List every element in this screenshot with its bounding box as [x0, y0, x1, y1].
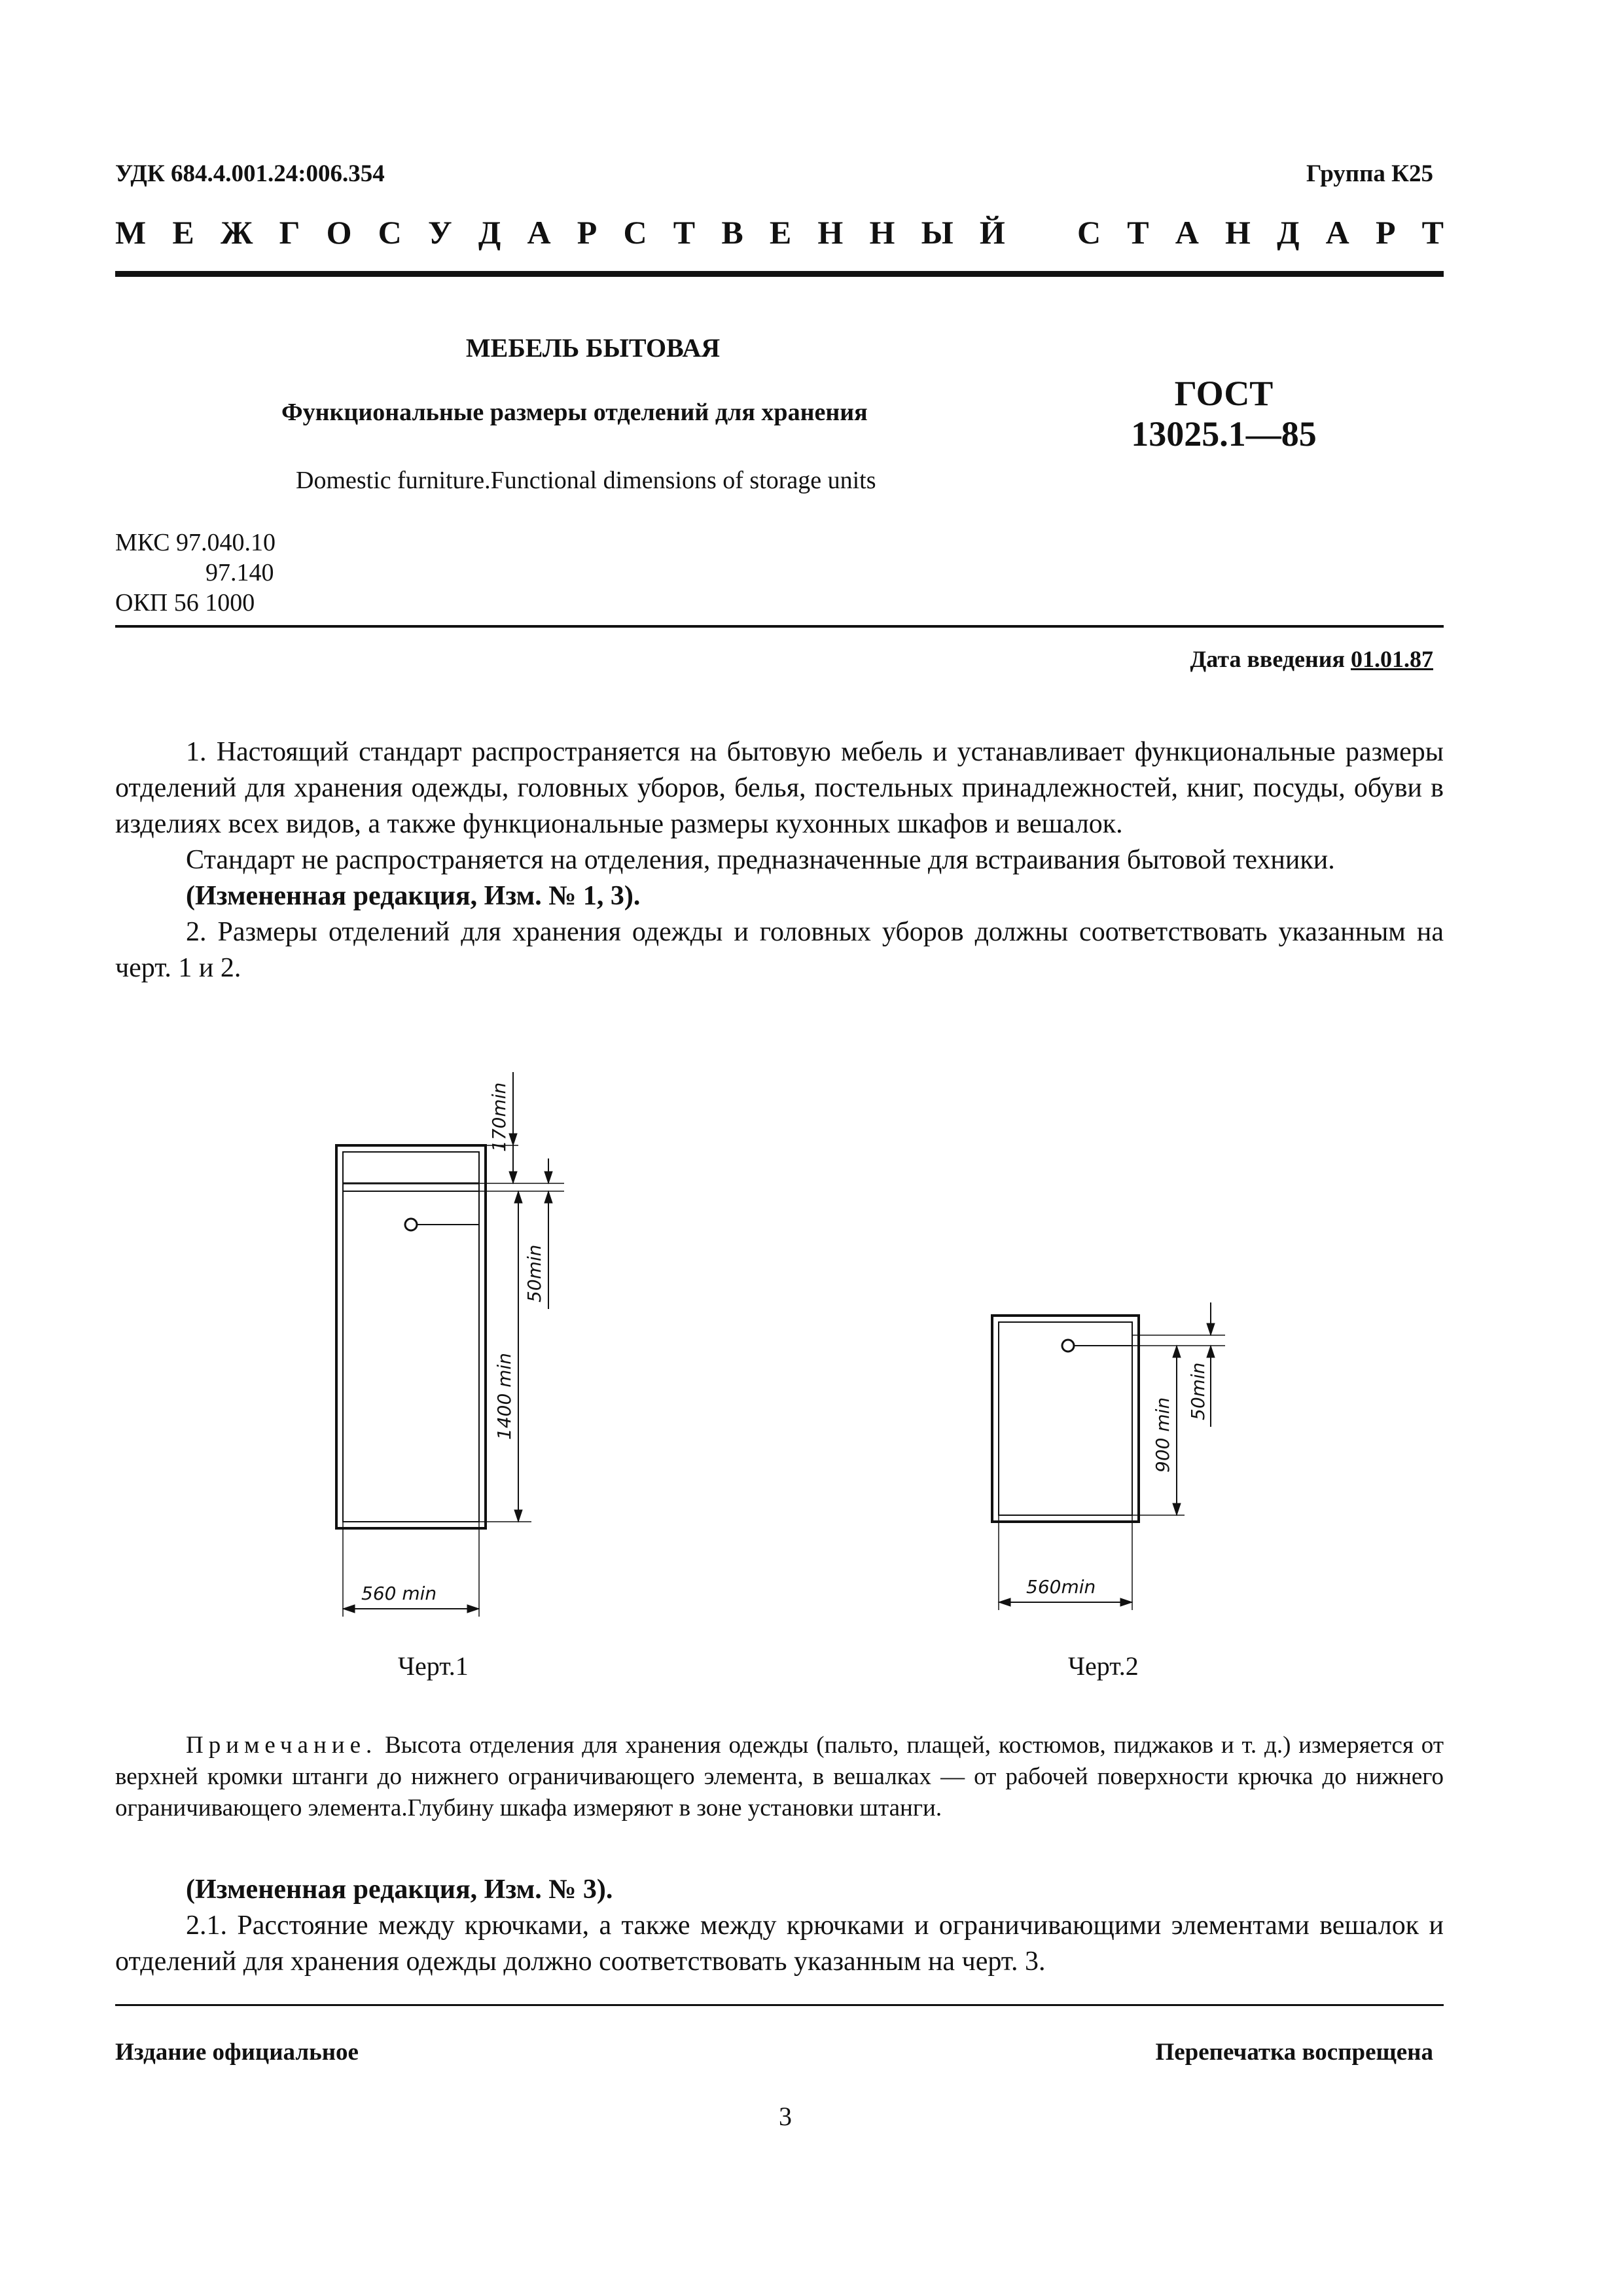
banner-letter: Т	[673, 214, 696, 251]
banner-letter: Д	[478, 214, 501, 251]
banner-letter: С	[1077, 214, 1101, 251]
gost-number: 13025.1—85	[1131, 414, 1317, 454]
banner-letter: С	[378, 214, 402, 251]
banner-letter: Н	[817, 214, 844, 251]
group-code: Группа К25	[1306, 160, 1433, 187]
banner-letter: У	[427, 214, 452, 251]
paragraph-3: 2. Размеры отделений для хранения одежды и головных уборов должны соответствовать указанным на черт. 1 и 2.	[115, 917, 1444, 983]
banner-letter: М	[115, 214, 147, 251]
figure-2-drawing	[969, 1270, 1243, 1623]
banner-letter: Н	[1225, 214, 1251, 251]
standard-banner	[115, 213, 1444, 251]
page-number: 3	[779, 2102, 792, 2131]
fig2-dim-rod: 50min	[1187, 1362, 1209, 1420]
figure-1-caption: Черт.1	[398, 1651, 469, 1681]
fig1-dim-top: 170min	[488, 1082, 510, 1152]
mks-code: МКС 97.040.10	[115, 529, 276, 556]
note-block	[115, 1730, 1444, 1824]
paragraph-2: Стандарт не распространяется на отделения, предназначенные для встраивания бытовой техники.	[186, 845, 1335, 875]
fig2-dim-width: 560min	[1026, 1576, 1096, 1598]
fig1-dim-width: 560 min	[361, 1583, 437, 1604]
revision-note-1: (Измененная редакция, Изм. № 1, 3).	[186, 881, 641, 911]
banner-interstate	[115, 213, 1005, 251]
udk-code: УДК 684.4.001.24:006.354	[115, 160, 385, 187]
banner-letter: А	[1175, 214, 1199, 251]
banner-letter: Т	[1421, 214, 1444, 251]
paragraph-4: 2.1. Расстояние между крючками, а также между крючками и ограничивающими элементами вешалок и отделений для хранения одежды должно соответствовать указанным на черт. 3.	[115, 1910, 1444, 1977]
fig1-dim-height: 1400 min	[493, 1353, 515, 1440]
note-label: Примечание.	[186, 1732, 378, 1759]
banner-letter: Ы	[921, 214, 954, 251]
banner-letter: Е	[172, 214, 194, 251]
banner-letter: Д	[1277, 214, 1300, 251]
document-title: МЕБЕЛЬ БЫТОВАЯ	[465, 333, 721, 363]
banner-letter: О	[326, 214, 352, 251]
effective-date-label: Дата введения	[1190, 646, 1345, 672]
header-rule	[115, 271, 1444, 277]
effective-date	[1190, 645, 1434, 673]
body-section-2	[115, 1872, 1444, 1980]
banner-letter: С	[623, 214, 647, 251]
mks-code-2: 97.140	[205, 559, 274, 586]
okp-code: ОКП 56 1000	[115, 589, 255, 617]
banner-standard	[1077, 213, 1444, 251]
banner-letter: Р	[577, 214, 597, 251]
banner-letter: Г	[279, 214, 300, 251]
banner-letter: Ж	[220, 214, 253, 251]
banner-letter: Р	[1375, 214, 1396, 251]
banner-letter: А	[1325, 214, 1349, 251]
classification-codes	[115, 528, 276, 618]
official-edition-label: Издание официальное	[115, 2039, 359, 2066]
fig2-dim-height: 900 min	[1152, 1397, 1173, 1473]
banner-letter: А	[527, 214, 551, 251]
banner-letter: Е	[769, 214, 792, 251]
body-section-1	[115, 734, 1444, 986]
document-subtitle: Функциональные размеры отделений для хранения	[281, 399, 868, 426]
paragraph-1: 1. Настоящий стандарт распространяется на бытовую мебель и устанавливает функциональные размеры отделений для хранения одежды, головных уборов, белья, постельных принадлежностей, книг, посуды, обуви в изделиях всех видов, а также функциональные размеры кухонных шкафов и вешалок.	[115, 737, 1444, 839]
gost-label: ГОСТ	[1174, 374, 1274, 413]
effective-date-value: 01.01.87	[1351, 646, 1433, 672]
banner-letter: Й	[979, 214, 1005, 251]
fig1-dim-rod: 50min	[524, 1244, 545, 1302]
banner-letter: В	[721, 214, 743, 251]
revision-note-2: (Измененная редакция, Изм. № 3).	[186, 1874, 613, 1905]
note-text: Высота отделения для хранения одежды (пальто, плащей, костюмов, пиджаков и т. д.) измеряется от верхней кромки штанги до нижнего ограничивающего элемента, в вешалках — от рабочей поверхности крючка до нижнего ограничивающего элемента.Глубину шкафа измеряют в зоне установки штанги.	[115, 1732, 1444, 1821]
banner-letter: Т	[1127, 214, 1149, 251]
reprint-prohibited-label: Перепечатка воспрещена	[1155, 2039, 1433, 2066]
title-rule	[115, 625, 1444, 628]
figure-1-drawing	[314, 1060, 589, 1623]
figure-2-caption: Черт.2	[1068, 1651, 1139, 1681]
document-subtitle-english: Domestic furniture.Functional dimensions of storage units	[296, 467, 876, 494]
banner-letter: Н	[869, 214, 895, 251]
footer-rule	[115, 2004, 1444, 2006]
